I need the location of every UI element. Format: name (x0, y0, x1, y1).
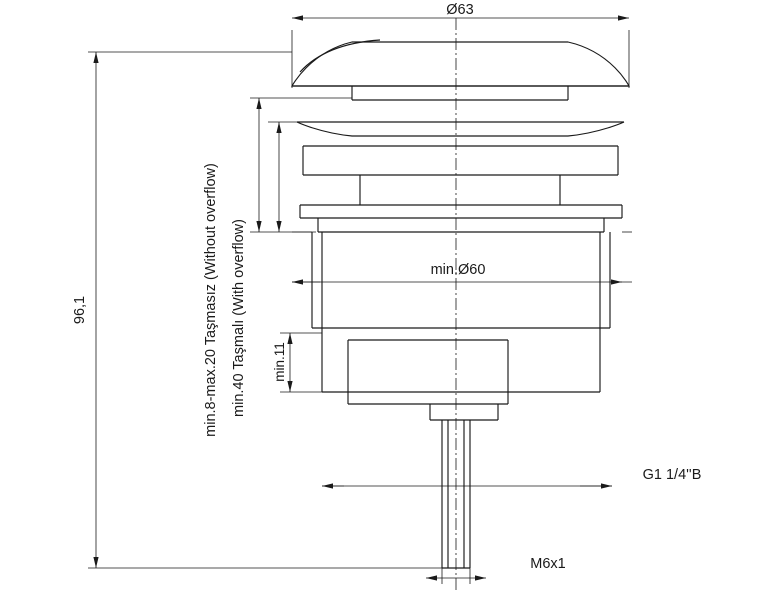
dim-screw-thread: M6x1 (530, 556, 566, 572)
waste-body-geometry (292, 18, 629, 590)
dim-flange-diameter: min.Ø60 (430, 262, 486, 278)
label-without-overflow: min.8-max.20 Taşmasız (Without overflow) (203, 163, 219, 437)
label-with-overflow: min.40 Taşmalı (With overflow) (231, 219, 247, 417)
dim-body-thread: G1 1/4''B (642, 467, 702, 483)
dimension-annotations (72, 2, 701, 584)
dim-overall-height: 96,1 (72, 295, 88, 325)
dim-top-diameter: Ø63 (446, 2, 474, 18)
dim-thread-height: min.11 (272, 342, 287, 382)
